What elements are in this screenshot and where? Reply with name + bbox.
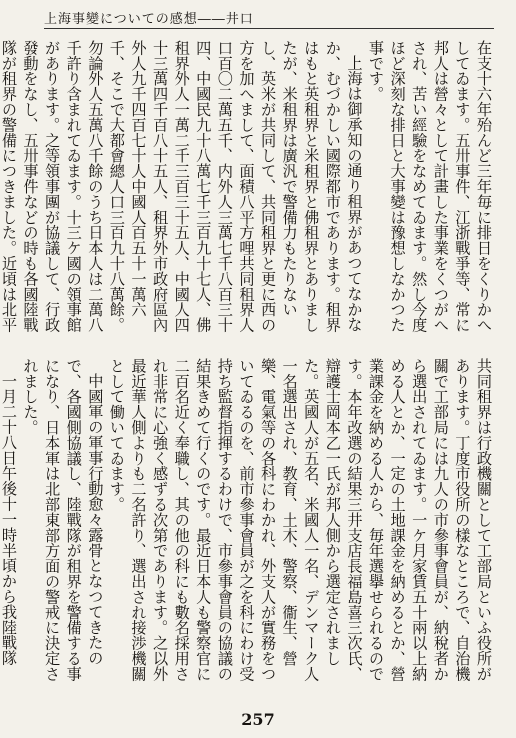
paragraph: 在支十六年殆んど三年毎に排日をくりかへしてゐます。五卅事件、江浙戰爭等、常に邦人は營々として計畫した事業をくつがへされ、苦い經驗をなめてゐます。然し今度ほど深刻な排日と大事變は豫想しなかつた事です。 <box>367 40 493 333</box>
paragraph: 共同租界は行政機關として工部局といふ役所があります。丁度市役所の樣なところで、自治機關で工部局には九人の市參事會員が、納稅者から選出されてゐます。一ケ月家賃五十兩以上納める人とか、一定の土地課金を納めるとか、營業課金を納める人から、毎年選擧せられるのです。本年改選の結果三井支店長福島喜三次氏、辯護士岡本乙一氏が邦人側から選定されました。英國人が五名、米國人一名、デンマーク人一名選出され、教育、土木、警察、衞生、營樂、電氣等の各科にわかれ、外支人が實務をついてゐるのを、前市參事會員が之を科にわけ受持ち監督指揮するわけで、市參事會員の協議の結果きめて行くのです。最近日本人も警察官に二百名近く奉職し、其の他の科にも數名採用され非常に心強く感ずる次第であります。之以外最近華人側よりも二名許り、選出され接渉機關として働いてゐます。 <box>107 358 493 682</box>
paragraph: 中國軍の軍事行動愈々露骨となつてきたので、各國側協議し、陸戰隊が租界を警備する事になり、日本軍は北部東部方面の警戒に決定されました。 <box>21 358 105 682</box>
lower-text-block <box>0 358 494 694</box>
paragraph: 一月二十八日午後十一時半頃から我陸戰隊 <box>0 373 18 666</box>
paragraph: 上海は御承知の通り租界があつてなかなか、むづかしい國際都市であります。租界はもと英租界と米租界と佛租界とありましたが、米租界は廣汎で警備力もたりないし、英米が共同して、共同租界と更に西の方を加へまして、面積八平方哩共同租界人口百〇二萬五千、内外人三萬七千八百三十四、中國民九十八萬七千三百九十七人、佛租界外人一萬二千三百三十五人、中國人四十三萬四千百八十五人、租界外市政府區內外人九千四百七十人中國人百五十一萬六千、そこで大都會總人口三百九十八萬餘。勿論外人五萬八千餘のうち日本人は二萬八千許り含まれてゐます。十三ケ國の領事館があります。之等領事團が協議して、行政發動をなし、五卅事件などの時も各國陸戰隊が租界の警備につきました。近頃は北平 <box>0 40 364 333</box>
header-rule <box>44 28 494 29</box>
page-number: 257 <box>241 710 275 729</box>
upper-text-block <box>0 40 494 336</box>
running-title: 上海事變についての感想――井口 <box>44 12 254 27</box>
